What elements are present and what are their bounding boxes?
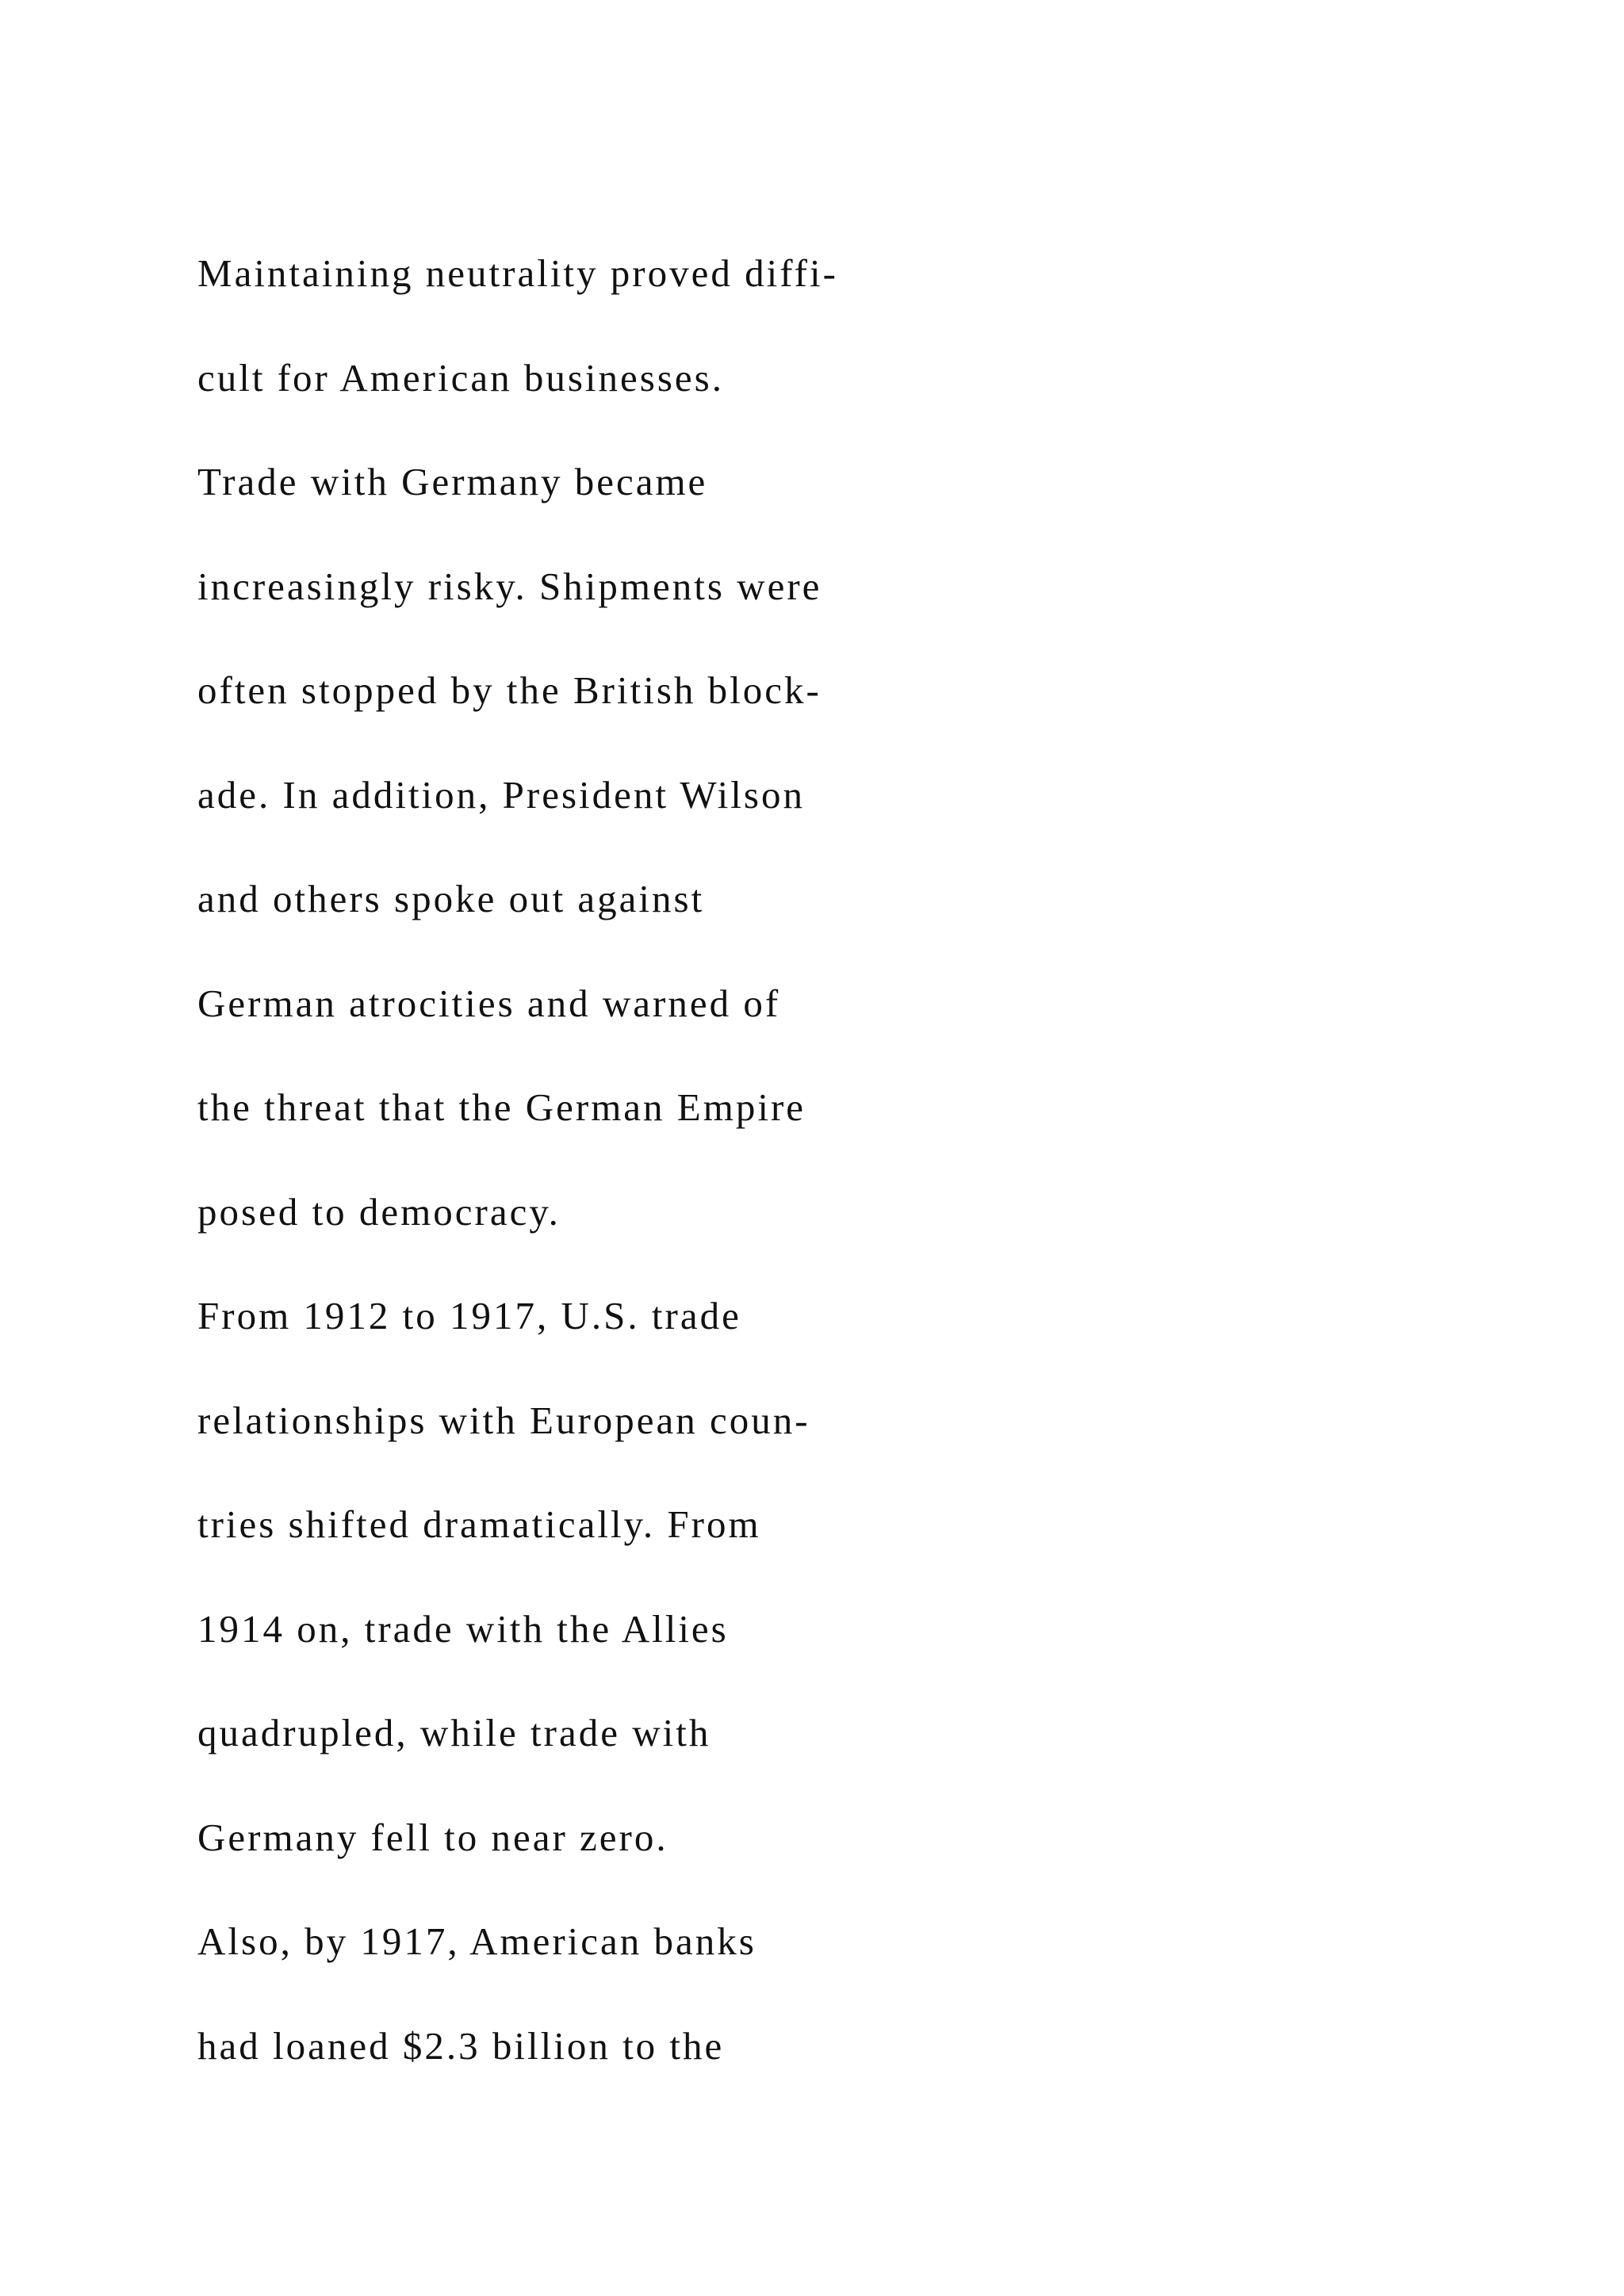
text-line: German atrocities and warned of — [197, 981, 781, 1025]
text-line: From 1912 to 1917, U.S. trade — [197, 1294, 741, 1337]
body-text — [197, 242, 1387, 2118]
text-line: and others spoke out against — [197, 877, 705, 920]
text-line: cult for American businesses. — [197, 355, 724, 400]
text-line: Trade with Germany became — [197, 460, 708, 503]
text-line: the threat that the German Empire — [197, 1085, 806, 1129]
text-line: increasingly risky. Shipments were — [197, 564, 822, 608]
text-line: had loaned $2.3 billion to the — [197, 2023, 725, 2068]
text-line: posed to democracy. — [197, 1189, 561, 1234]
text-line: often stopped by the British block- — [197, 668, 822, 712]
text-line: quadrupled, while trade with — [197, 1711, 711, 1755]
text-line: Also, by 1917, American banks — [197, 1919, 756, 1963]
text-line: Maintaining neutrality proved diffi- — [197, 251, 838, 295]
text-line: ade. In addition, President Wilson — [197, 772, 805, 817]
text-line: tries shifted dramatically. From — [197, 1502, 761, 1546]
text-line: relationships with European coun- — [197, 1398, 810, 1442]
text-line: Germany fell to near zero. — [197, 1815, 668, 1859]
text-line: 1914 on, trade with the Allies — [197, 1606, 729, 1651]
